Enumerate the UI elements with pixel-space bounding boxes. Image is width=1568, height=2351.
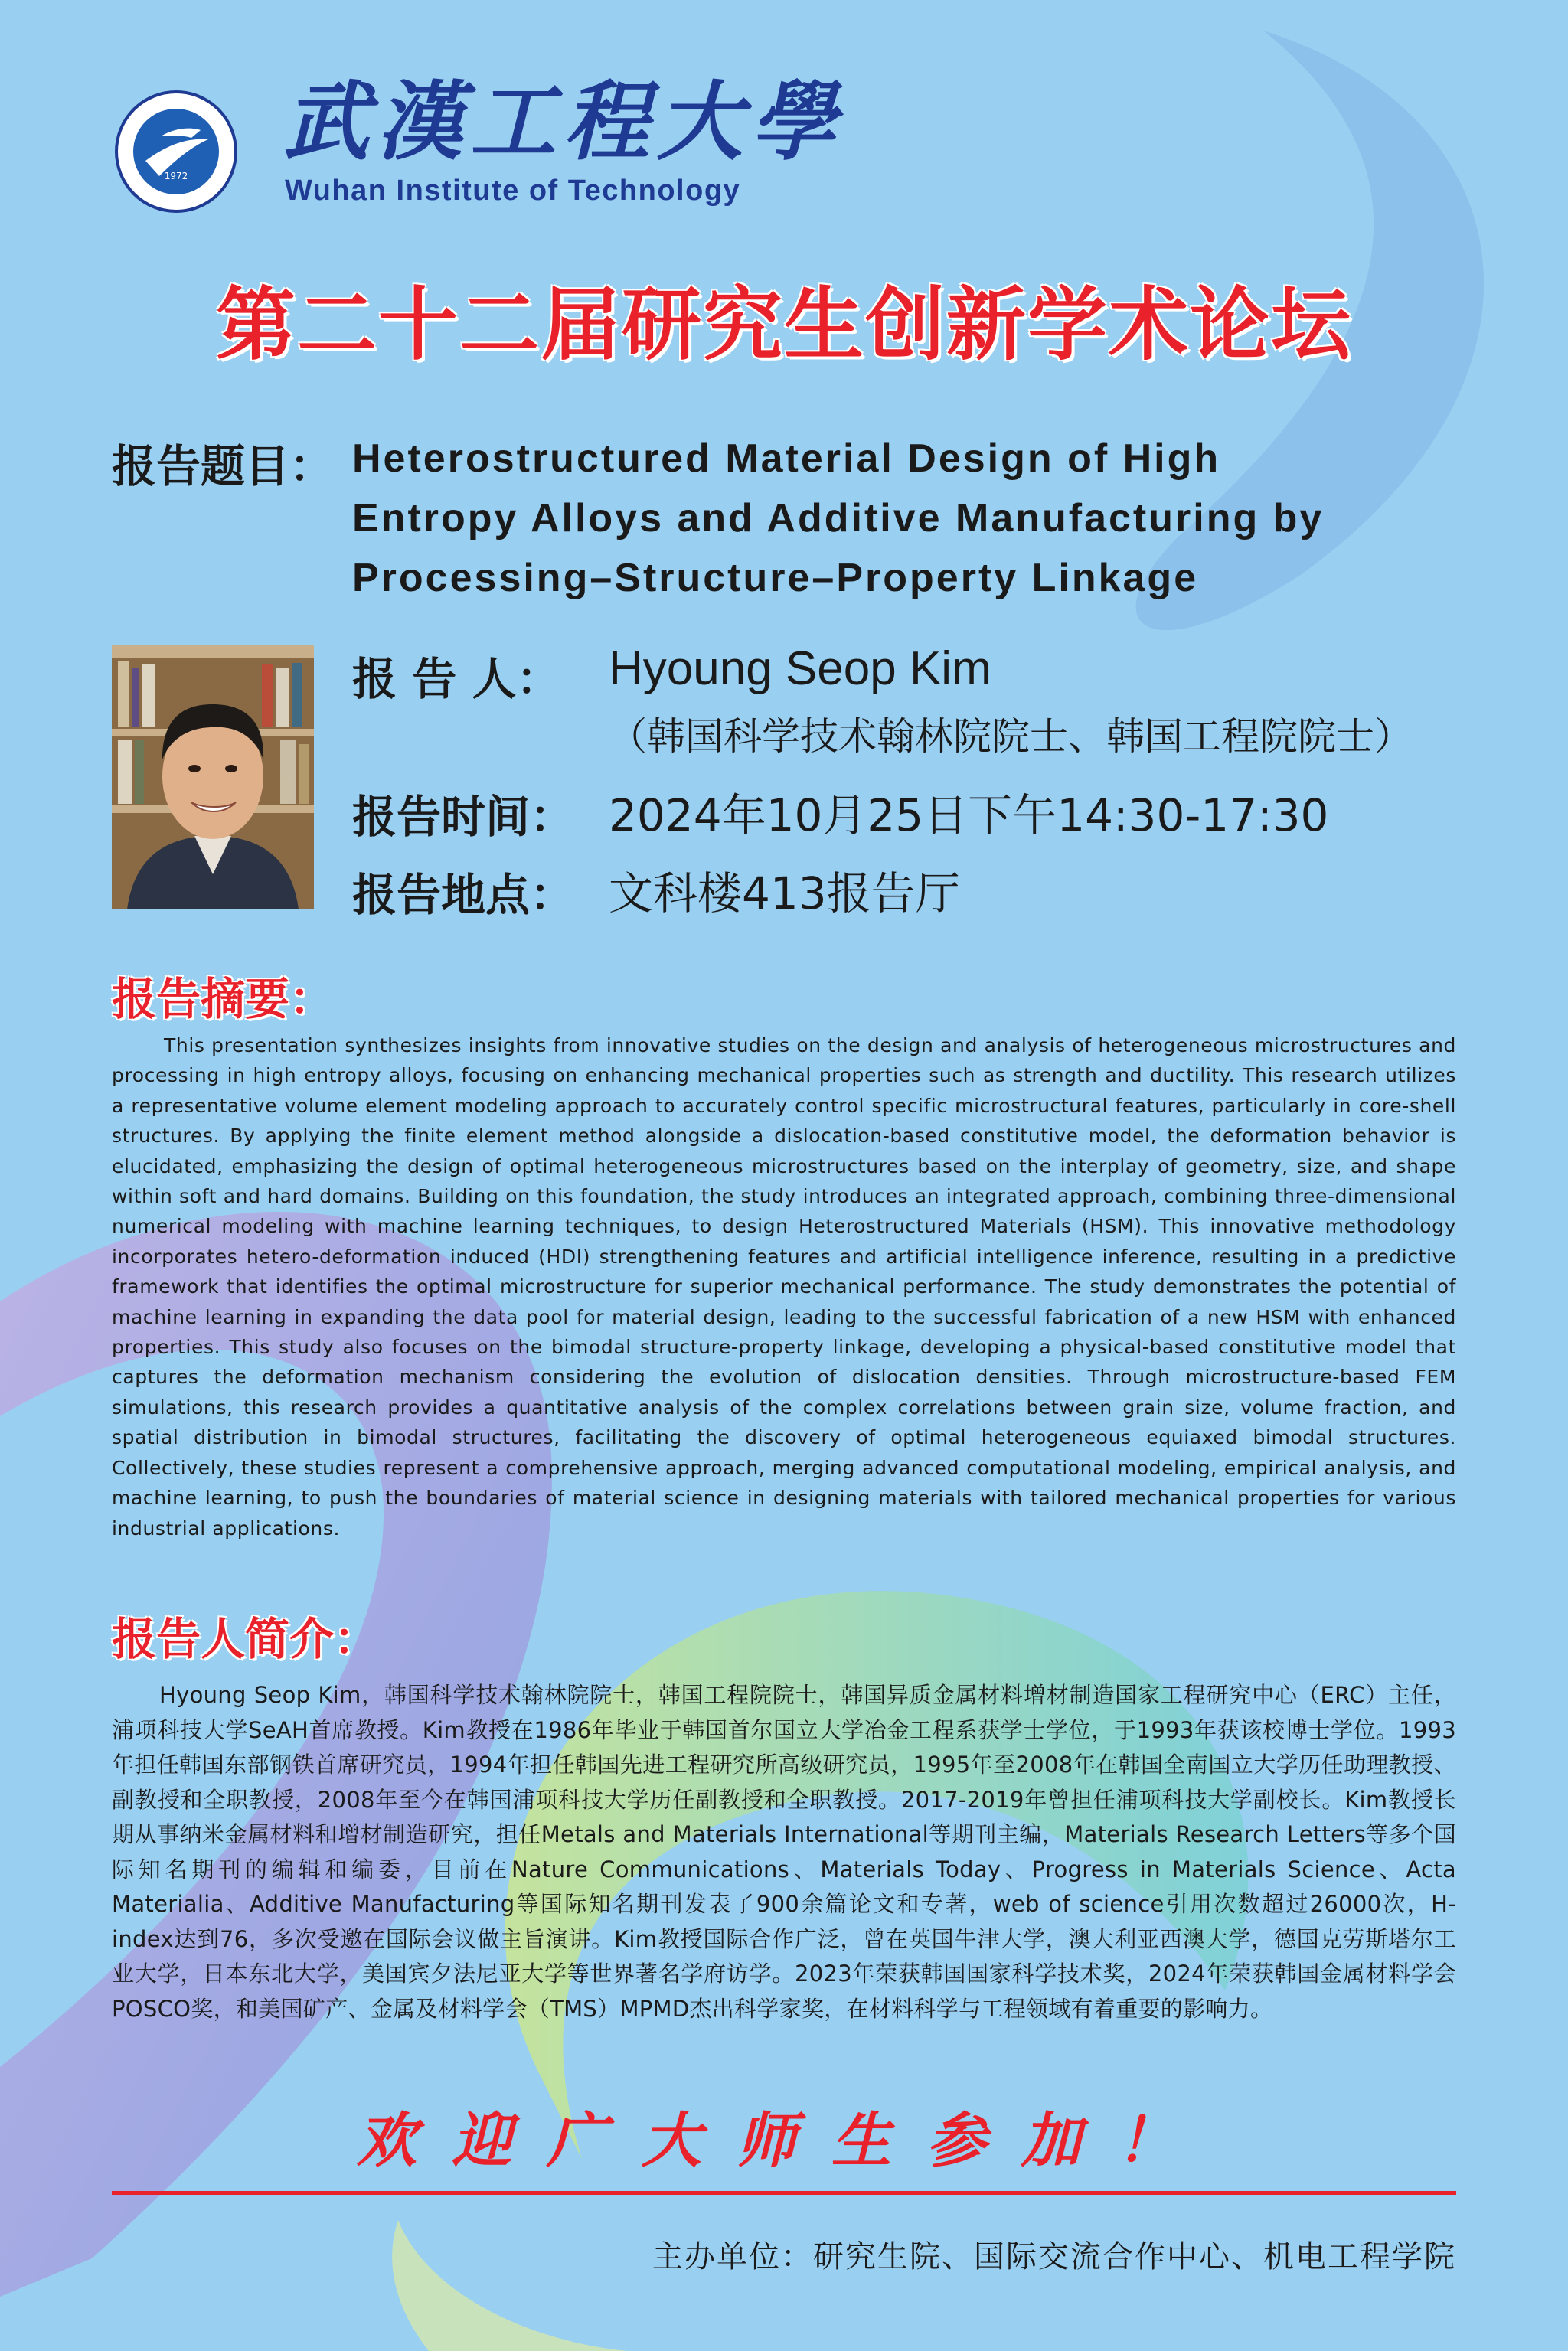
welcome-slogan: 欢迎广大师生参加！ xyxy=(356,2106,1211,2176)
organizer-line: 主办单位：研究生院、国际交流合作中心、机电工程学院 xyxy=(652,2239,1456,2274)
footer-divider xyxy=(112,2191,1456,2195)
university-name-english: Wuhan Institute of Technology xyxy=(285,175,741,207)
topic-title xyxy=(352,429,1462,608)
time-value: 2024年10月25日下午14:30-17:30 xyxy=(609,789,1329,841)
forum-title: 第二十二届研究生创新学术论坛 xyxy=(215,278,1352,371)
university-name-chinese: 武漢工程大學 xyxy=(283,72,844,172)
time-label: 报告时间： xyxy=(352,791,575,843)
speaker-label: 报 告 人： xyxy=(352,653,561,705)
place-label: 报告地点： xyxy=(352,869,575,921)
topic-line: Processing–Structure–Property Linkage xyxy=(352,556,1199,600)
speaker-name: Hyoung Seop Kim xyxy=(609,642,991,695)
place-value: 文科楼413报告厅 xyxy=(609,867,960,919)
abstract-heading: 报告摘要： xyxy=(112,973,335,1025)
bio-heading: 报告人简介： xyxy=(112,1613,379,1665)
topic-label: 报告题目： xyxy=(112,440,335,492)
topic-line: Heterostructured Material Design of High xyxy=(352,436,1221,481)
speaker-photo xyxy=(112,645,314,909)
bio-text: Hyoung Seop Kim，韩国科学技术翰林院院士，韩国工程院院士，韩国异质金属材料增材制造国家工程研究中心（ERC）主任，浦项科技大学SeAH首席教授。Kim教授在1986年毕业于韩国首尔国立大学冶金工程系获学士学位，于1993年获该校博士学位。1993年担任韩国东部钢铁首席研究员，1994年担任韩国先进工程研究所高级研究员，1995年至2008年在韩国全南国立大学历任助理教授、副教授和全职教授，2008年至今在韩国浦项科技大学历任副教授和全职教授。2017-2019年曾担任浦项科技大学副校长。Kim教授长期从事纳米金属材料和增材制造研究，担任Metals and Materials International等期刊主编，Materials Research Letters等多个国际知名期刊的编辑和编委，目前在Nature Communications、Materials Today、Progress in Materials Science、Acta Materialia、Additive Manufacturing等国际知名期刊发表了900余篇论文和专著，web of science引用次数超过26000次，H-index达到76，多次受邀在国际会议做主旨演讲。Kim教授国际合作广泛，曾在英国牛津大学，澳大利亚西澳大学，德国克劳斯塔尔工业大学，日本东北大学，美国宾夕法尼亚大学等世界著名学府访学。2023年荣获韩国国家科学技术奖，2024年荣获韩国金属材料学会POSCO奖，和美国矿产、金属及材料学会（TMS）MPMD杰出科学家奖，在材料科学与工程领域有着重要的影响力。 xyxy=(112,1682,1456,2022)
university-seal-logo xyxy=(115,90,237,213)
speaker-title: （韩国科学技术翰林院院士、韩国工程院院士） xyxy=(609,714,1413,759)
svg-text:1972: 1972 xyxy=(164,171,188,181)
topic-line: Entropy Alloys and Additive Manufacturing by xyxy=(352,496,1325,540)
abstract-text: This presentation synthesizes insights from innovative studies on the design and analysis of heterogeneous microstructures and processing in high entropy alloys, focusing on enhancing mechanical properties such as strength and ductility. This research utilizes a representative volume element modeling approach to accurately control specific microstructural features, particularly in core-shell structures. By applying the finite element method alongside a dislocation-based constitutive model, the deformation behavior is elucidated, emphasizing the design of optimal heterogeneous microstructures based on the interplay of geometry, size, and shape within soft and hard domains. Building on this foundation, the study introduces an integrated approach, combining three-dimensional numerical modeling with machine learning techniques, to design Heterostructured Materials (HSM). This innovative methodology incorporates hetero-deformation induced (HDI) strengthening features and artificial intelligence inference, resulting in a predictive framework that identifies the optimal microstructure for superior mechanical performance. The study demonstrates the potential of machine learning in expanding the data pool for material design, leading to the successful fabrication of a new HSM with enhanced properties. This study also focuses on the bimodal structure-property linkage, developing a physical-based constitutive model that captures the deformation mechanism considering the evolution of dislocation densities. Through microstructure-based FEM simulations, this research provides a quantitative analysis of the complex correlations between grain size, volume fraction, and spatial distribution in bimodal structures, facilitating the discovery of optimal heterogeneous equiaxed bimodal structures. Collectively, these studies represent a comprehensive approach, merging advanced computational modeling, empirical analysis, and machine learning, to push the boundaries of material science in designing materials with tailored mechanical properties for various industrial applications. xyxy=(112,1034,1456,1540)
